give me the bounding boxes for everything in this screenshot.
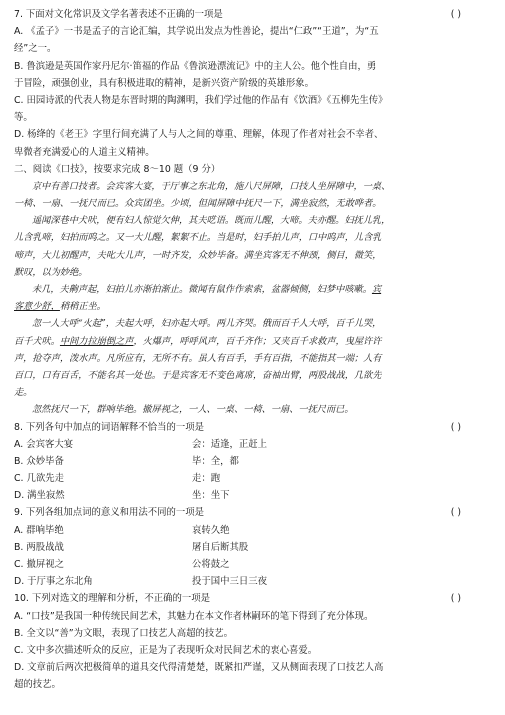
- passage-line: 默叹，以为妙绝。: [14, 266, 88, 278]
- passage-text: 稍稍正坐。: [59, 301, 106, 313]
- q7-option-d-cont: 卑微者充满爱心的人道主义精神。: [14, 146, 155, 158]
- q9-option: [14, 573, 491, 590]
- option-gloss: 会：适逢，正赶上: [192, 438, 268, 450]
- underlined-text: 客意少舒，: [14, 301, 60, 313]
- question-9-text: 9. 下列各组加点词的意义和用法不同的一项是: [14, 507, 205, 519]
- answer-bracket: ( ): [450, 421, 461, 433]
- q7-option-a: A. 《孟子》一书是孟子的言论汇编，其学说出发点为性善论，提出“仁政”“王道”，为“五: [14, 26, 379, 38]
- question-8-text: 8. 下列各句中加点的词语解释不恰当的一项是: [14, 421, 205, 433]
- q7-option-c: C. 田园诗派的代表人物是东晋时期的陶渊明，我们学过他的作品有《饮酒》《五柳先生传》: [14, 94, 388, 106]
- answer-bracket: ( ): [450, 507, 461, 519]
- underlined-text: 中间力拉崩倒之声: [59, 335, 134, 347]
- passage-line: 一椅、一扇、一抚尺而已。众宾团坐。少顷，但闻屏障中抚尺一下，满坐寂然，无敢哗者。: [14, 198, 382, 210]
- q7-option-b: B. 鲁滨逊是英国作家丹尼尔·笛福的作品《鲁滨逊漂流记》中的主人公。他个性自由，勇: [14, 60, 377, 72]
- passage-line: 声，抢夺声，泼水声。凡所应有，无所不有。虽人有百手，手有百指，不能指其一端；人有: [14, 352, 382, 364]
- q10-option-a: A. “口技”是我国一种传统民间艺术，其魅力在本文作者林嗣环的笔下得到了充分体现。: [14, 610, 374, 622]
- option-gloss: 毕：全，都: [192, 455, 239, 467]
- option-label: A. 群响毕绝: [14, 524, 64, 536]
- q10-option-d: D. 文章前后两次把极简单的道具交代得清楚楚，既紧扣严谨，又从侧面表现了口技艺人高: [14, 662, 384, 674]
- question-10-text: 10. 下列对选文的理解和分析，不正确的一项是: [14, 593, 211, 605]
- q9-option: [14, 522, 491, 539]
- passage-line: 忽然抚尺一下，群响毕绝。撤屏视之，一人、一桌、一椅、一扇、一抚尺而已。: [32, 404, 354, 416]
- q9-option: [14, 556, 491, 573]
- q9-option: [14, 539, 491, 556]
- q8-option: [14, 487, 491, 504]
- option-gloss: 坐：坐下: [192, 490, 230, 502]
- q8-option: [14, 453, 491, 470]
- passage-line: 走。: [14, 387, 33, 399]
- passage-line: 遥闻深巷中犬吠，便有妇人惊觉欠伸，其夫呓语。既而儿醒，大啼。夫亦醒。妇抚儿乳，: [32, 215, 391, 227]
- passage-line: 京中有善口技者。会宾客大宴，于厅事之东北角，施八尺屏障，口技人坐屏障中，一桌、: [32, 180, 391, 192]
- passage-line: 忽一人大呼“火起”，夫起大呼，妇亦起大呼。两儿齐哭。俄而百千人大呼，百千儿哭，: [32, 318, 382, 330]
- passage-text: 百千犬吠。: [14, 335, 60, 347]
- underlined-text: 宾: [371, 284, 382, 295]
- option-gloss: 哀转久绝: [192, 524, 230, 536]
- option-gloss: 投于国中三日三夜: [192, 576, 268, 588]
- question-8-stem: [14, 419, 491, 436]
- q10-option-b: B. 全文以“善”为文眼，表现了口技艺人高超的技艺。: [14, 627, 233, 639]
- q8-option: [14, 436, 491, 453]
- passage-line: 儿含乳啼，妇拍而呜之。又一大儿醒，絮絮不止。当是时，妇手拍儿声，口中呜声，儿含乳: [14, 232, 382, 244]
- passage-line: [14, 333, 491, 350]
- answer-bracket: ( ): [450, 9, 461, 20]
- passage-line: 啼声，大儿初醒声，夫叱大儿声，一时齐发，众妙毕备。满坐宾客无不伸颈，侧目，微笑，: [14, 249, 382, 261]
- passage-text: 未几，夫齁声起，妇拍儿亦渐拍渐止。微闻有鼠作作索索，盆器倾侧，妇梦中咳嗽。: [32, 284, 372, 295]
- q7-option-d: D. 杨绛的《老王》字里行间充满了人与人之间的尊重、理解，体现了作者对社会不幸者、: [14, 129, 384, 141]
- option-label: C. 撤屏视之: [14, 559, 65, 570]
- question-7-text: 7. 下面对文化常识及文学名著表述不正确的一项是: [14, 9, 223, 20]
- option-label: A. 会宾客大宴: [14, 438, 74, 450]
- section-2-heading: 二、阅读《口技》，按要求完成 8～10 题（9 分）: [14, 163, 221, 175]
- q10-option-c: C. 文中多次描述听众的反应，正是为了表现听众对民间艺术的衷心喜爱。: [14, 644, 318, 656]
- option-gloss: 走：跑: [192, 473, 221, 485]
- option-label: D. 满坐寂然: [14, 490, 65, 502]
- q7-option-c-cont: 等。: [14, 112, 33, 124]
- option-label: D. 于厅事之东北角: [14, 576, 93, 588]
- passage-line: [14, 298, 491, 315]
- passage-line: 百口，口有百舌，不能名其一处也。于是宾客无不变色离席，奋袖出臂，两股战战，几欲先: [14, 369, 382, 381]
- option-label: B. 两股战战: [14, 541, 64, 553]
- passage-kouji: [14, 178, 491, 419]
- passage-text: ，火爆声，呼呼风声，百千齐作；又夹百千求救声，曳屋许许: [133, 335, 382, 347]
- q8-option: [14, 470, 491, 487]
- option-gloss: 屠自后断其股: [192, 541, 249, 553]
- q10-option-d-cont: 超的技艺。: [14, 679, 61, 691]
- question-7-stem: [14, 6, 491, 23]
- q7-option-a-cont: 经”之一。: [14, 43, 57, 55]
- question-9-stem: [14, 504, 491, 521]
- passage-line: [14, 281, 491, 298]
- q7-option-b-cont: 于冒险，顽强创业，具有积极进取的精神，是新兴资产阶级的英雄形象。: [14, 77, 315, 89]
- option-label: C. 几欲先走: [14, 473, 65, 485]
- option-gloss: 公将鼓之: [192, 559, 230, 570]
- answer-bracket: ( ): [450, 593, 461, 605]
- option-label: B. 众妙毕备: [14, 455, 64, 467]
- question-10-stem: [14, 590, 491, 607]
